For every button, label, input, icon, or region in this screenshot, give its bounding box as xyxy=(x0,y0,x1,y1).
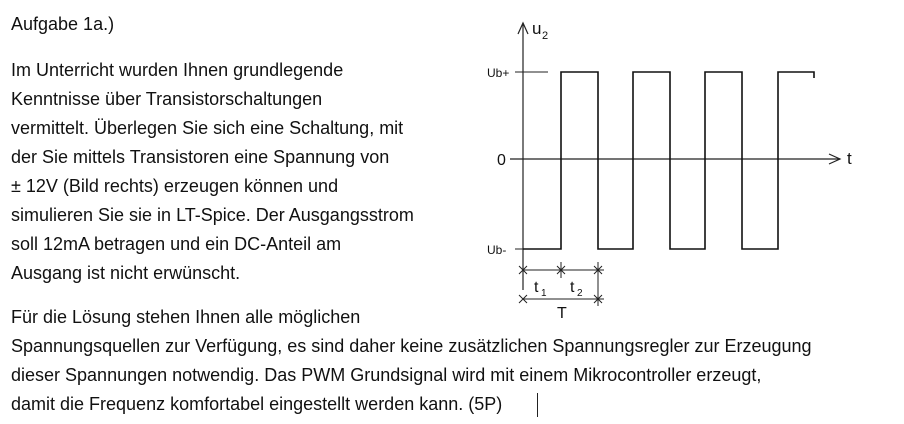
zero-label: 0 xyxy=(497,152,506,169)
t2-subscript: 2 xyxy=(577,288,583,299)
text-line: dieser Spannungen notwendig. Das PWM Grundsignal wird mit einem Mikrocontroller erzeugt, xyxy=(11,365,762,385)
square-wave-signal xyxy=(523,72,814,249)
text-line: vermittelt. Überlegen Sie sich eine Schaltung, mit xyxy=(11,118,404,138)
x-axis-label: t xyxy=(847,149,852,168)
text-line: der Sie mittels Transistoren eine Spannung von xyxy=(11,147,390,167)
period-label: T xyxy=(557,305,567,322)
t1-subscript: 1 xyxy=(541,288,547,299)
t1-label: t xyxy=(534,279,539,296)
text-line: soll 12mA betragen und ein DC-Anteil am xyxy=(11,234,342,254)
task-title: Aufgabe 1a.) xyxy=(11,14,115,34)
text-line: Für die Lösung stehen Ihnen alle möglichen xyxy=(11,307,361,327)
text-line: Ausgang ist nicht erwünscht. xyxy=(11,263,241,283)
text-line: damit die Frequenz komfortabel eingestellt werden kann. (5P) xyxy=(11,394,503,414)
text-line: Im Unterricht wurden Ihnen grundlegende xyxy=(11,60,344,80)
y-axis-label: u xyxy=(532,19,542,38)
ub-minus-label: Ub- xyxy=(487,243,507,257)
ub-plus-label: Ub+ xyxy=(487,66,510,80)
text-line: Kenntnisse über Transistorschaltungen xyxy=(11,89,323,109)
t2-label: t xyxy=(570,279,575,296)
text-line: simulieren Sie sie in LT-Spice. Der Ausgangsstrom xyxy=(11,205,414,225)
text-line: ± 12V (Bild rechts) erzeugen können und xyxy=(11,176,339,196)
y-axis-subscript: 2 xyxy=(542,30,549,42)
text-line: Spannungsquellen zur Verfügung, es sind daher keine zusätzlichen Spannungsregler zur Erzeugung xyxy=(11,336,812,356)
